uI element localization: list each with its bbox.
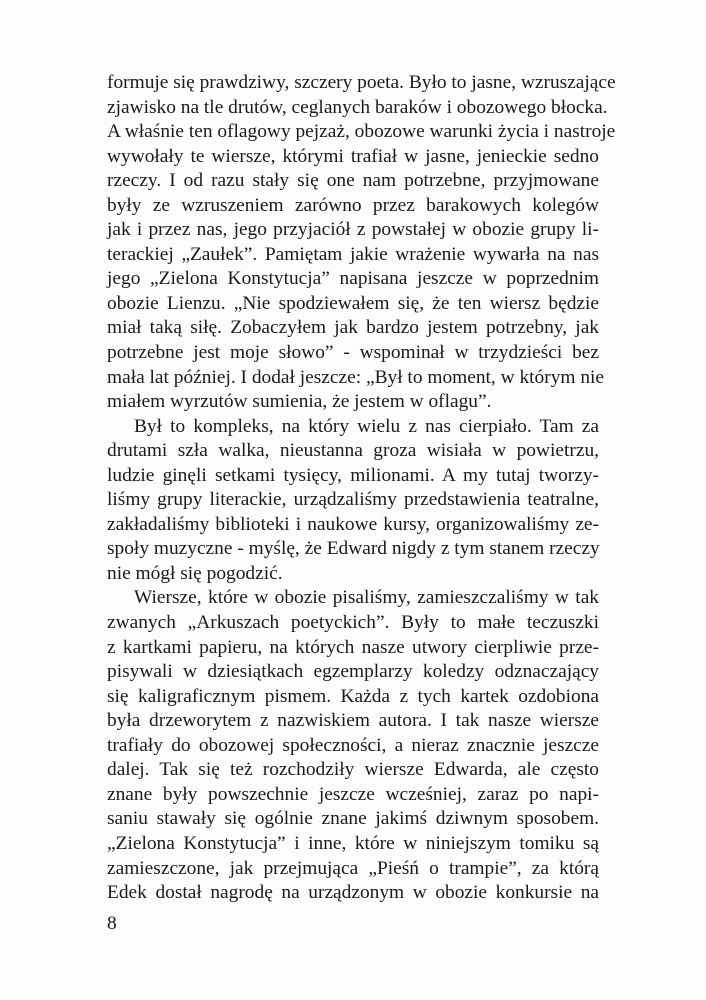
text-line: znane były powszechnie jeszcze wcześniej, zaraz po napi- xyxy=(107,783,599,805)
text-line: Edek dostał nagrodę na urządzonym w obozie konkursie na xyxy=(107,882,599,904)
text-line: liśmy grupy literackie, urządzaliśmy przedstawienia teatralne, xyxy=(107,489,599,511)
text-line: była drzeworytem z nazwiskiem autora. I tak nasze wiersze xyxy=(107,710,599,732)
body-text xyxy=(107,71,616,906)
text-line: „Zielona Konstytucja” i inne, które w niniejszym tomiku są xyxy=(107,832,599,854)
text-line: zakładaliśmy biblioteki i naukowe kursy, organizowaliśmy ze- xyxy=(107,513,599,535)
text-line: nie mógł się pogodzić. xyxy=(107,562,283,584)
text-line: jego „Zielona Konstytucja” napisana jeszcze w poprzednim xyxy=(107,268,599,290)
text-line: były ze wzruszeniem zarówno przez barakowych kolegów xyxy=(107,194,599,216)
text-line: ludzie ginęli setkami tysięcy, milionami. A my tutaj tworzy- xyxy=(107,464,599,486)
text-line: miałem wyrzutów sumienia, że jestem w oflagu”. xyxy=(107,391,492,413)
text-line: terackiej „Zaułek”. Pamiętam jakie wrażenie wywarła na nas xyxy=(107,243,599,265)
text-line: drutami szła walka, nieustanna groza wisiała w powietrzu, xyxy=(107,440,599,462)
text-line: pisywali w dziesiątkach egzemplarzy koledzy odznaczający xyxy=(107,661,599,683)
text-line: społy muzyczne - myślę, że Edward nigdy z tym stanem rzeczy xyxy=(107,538,600,560)
text-line: formuje się prawdziwy, szczery poeta. Było to jasne, wzruszające xyxy=(107,72,616,93)
text-line: się kaligraficznym pismem. Każda z tych kartek ozdobiona xyxy=(107,685,599,707)
text-line: miał taką siłę. Zobaczyłem jak bardzo jestem potrzebny, jak xyxy=(107,317,599,339)
text-line: jak i przez nas, jego przyjaciół z powstałej w obozie grupy li- xyxy=(107,219,599,241)
text-line: dalej. Tak się też rozchodziły wiersze Edwarda, ale często xyxy=(107,759,599,781)
text-line: mała lat później. I dodał jeszcze: „Był to moment, w którym nie xyxy=(107,366,605,388)
text-line: trafiały do obozowej społeczności, a nieraz znacznie jeszcze xyxy=(107,734,599,756)
text-line: zamieszczone, jak przejmująca „Pieśń o trampie”, za którą xyxy=(107,857,599,879)
text-line: rzeczy. I od razu stały się one nam potrzebne, przyjmowane xyxy=(107,170,599,192)
text-line: Był to kompleks, na który wielu z nas cierpiało. Tam za xyxy=(134,415,599,437)
text-line: wywołały te wiersze, którymi trafiał w jasne, jenieckie sedno xyxy=(107,145,599,167)
text-line: z kartkami papieru, na których nasze utwory cierpliwie prze- xyxy=(107,636,599,658)
text-line: Wiersze, które w obozie pisaliśmy, zamieszczaliśmy w tak xyxy=(134,587,599,609)
text-line: zwanych „Arkuszach poetyckich”. Były to małe teczuszki xyxy=(107,612,599,634)
text-line: obozie Lienzu. „Nie spodziewałem się, że ten wiersz będzie xyxy=(107,292,599,314)
page-number: 8 xyxy=(107,913,117,934)
text-line: saniu stawały się ogólnie znane jakimś dziwnym sposobem. xyxy=(107,808,599,830)
text-line: potrzebne jest moje słowo” - wspominał w trzydzieści bez xyxy=(107,342,599,364)
text-line: A właśnie ten oflagowy pejzaż, obozowe warunki życia i nastroje xyxy=(107,121,616,143)
text-line: zjawisko na tle drutów, ceglanych baraków i obozowego błocka. xyxy=(107,96,608,118)
